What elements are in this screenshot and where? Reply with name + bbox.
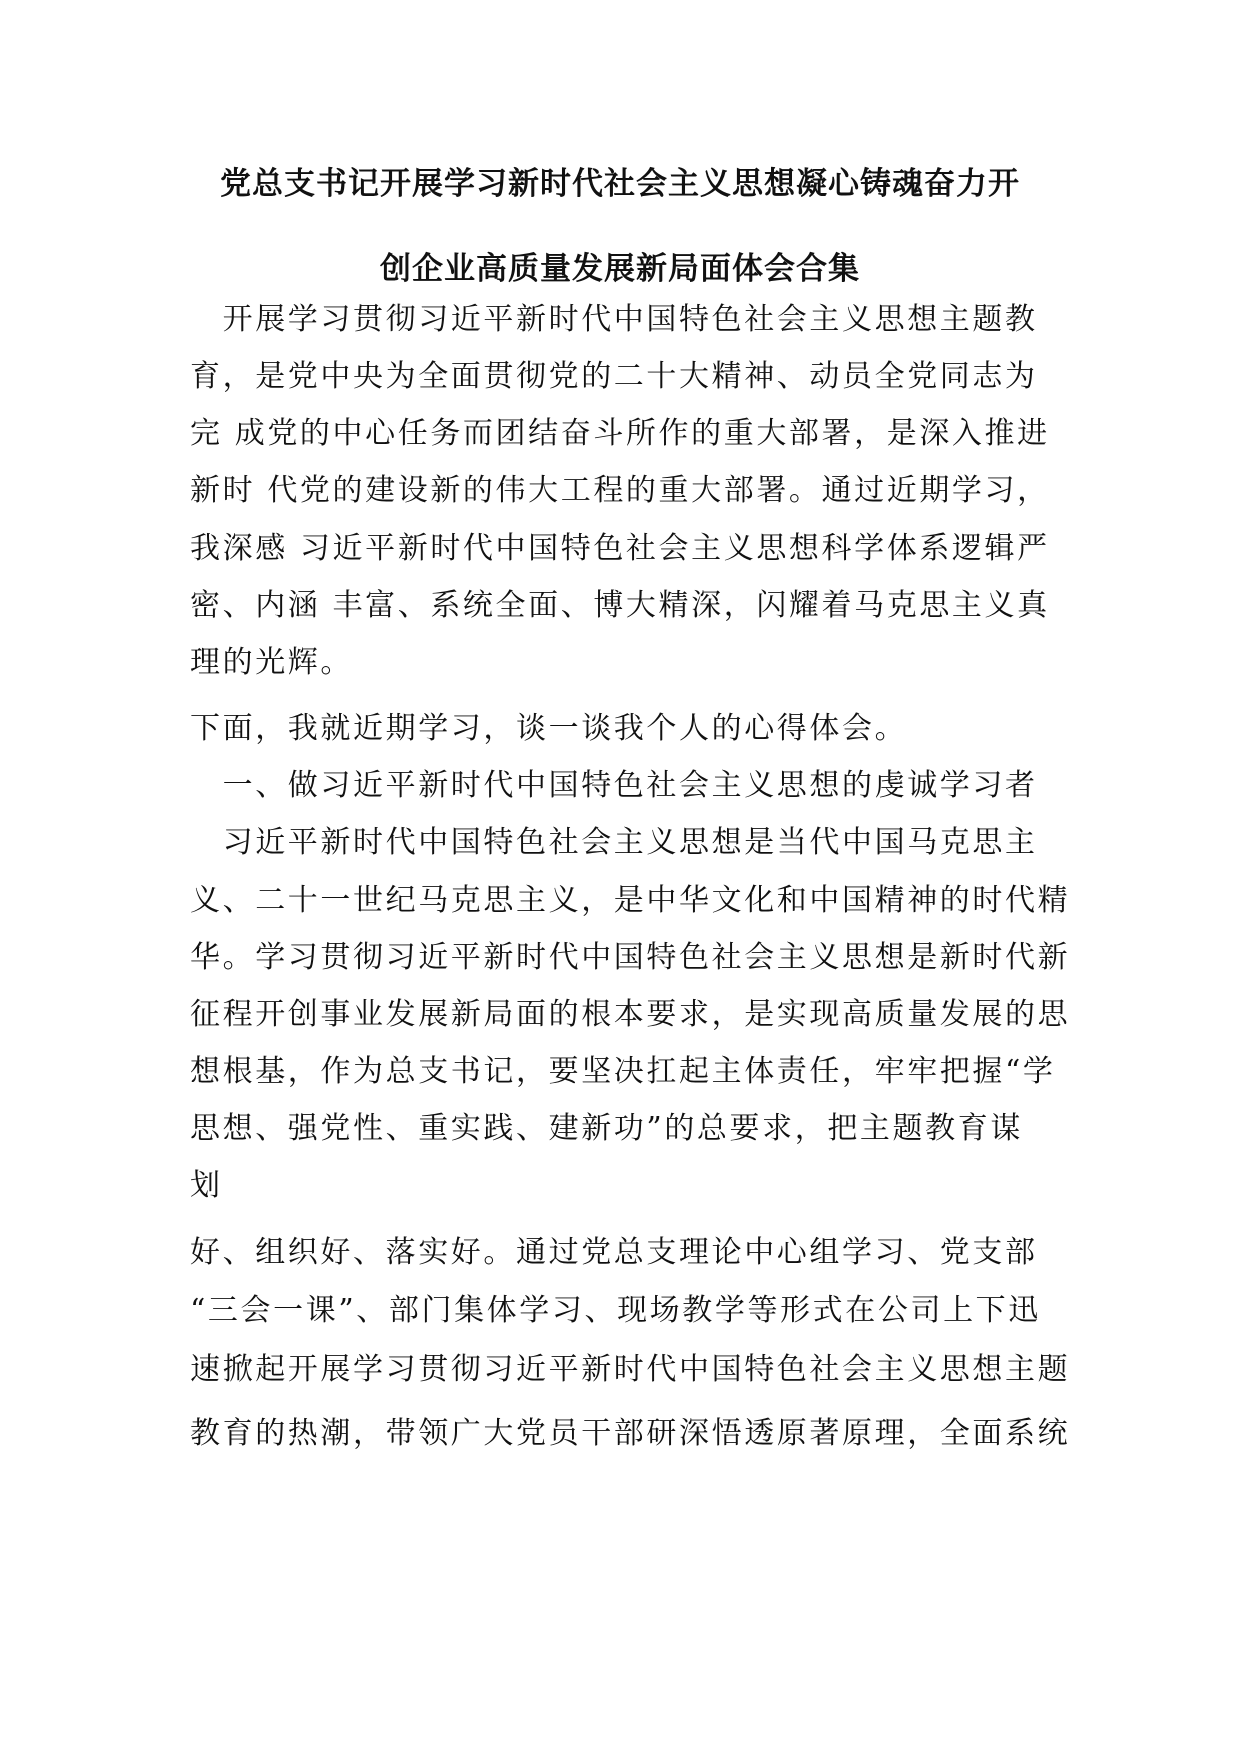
paragraph-line: 新时 代党的建设新的伟大工程的重大部署。通过近期学习， bbox=[190, 473, 1050, 508]
paragraph-line: 理的光辉。 bbox=[190, 645, 353, 680]
document-title-line-1: 党总支书记开展学习新时代社会主义思想凝心铸魂奋力开 bbox=[220, 166, 1020, 202]
paragraph-line: 好、组织好、落实好。通过党总支理论中心组学习、党支部 bbox=[190, 1235, 1038, 1270]
paragraph-line: 划 bbox=[190, 1168, 223, 1203]
paragraph-line: 思想、强党性、重实践、建新功”的总要求，把主题教育谋 bbox=[190, 1111, 1023, 1146]
document-title-line-2: 创企业高质量发展新局面体会合集 bbox=[380, 251, 860, 287]
section-heading: 一、做习近平新时代中国特色社会主义思想的虔诚学习者 bbox=[190, 768, 1038, 803]
paragraph-line: 征程开创事业发展新局面的根本要求，是实现高质量发展的思 bbox=[190, 997, 1071, 1032]
paragraph-line: 我深感 习近平新时代中国特色社会主义思想科学体系逻辑严 bbox=[190, 531, 1050, 566]
paragraph-line: 开展学习贯彻习近平新时代中国特色社会主义思想主题教 bbox=[190, 302, 1038, 337]
paragraph-line: 下面，我就近期学习，谈一谈我个人的心得体会。 bbox=[190, 711, 908, 746]
paragraph-line: 速掀起开展学习贯彻习近平新时代中国特色社会主义思想主题 bbox=[190, 1352, 1071, 1387]
paragraph-line: 想根基，作为总支书记，要坚决扛起主体责任，牢牢把握“学 bbox=[190, 1054, 1056, 1089]
paragraph-line: 完 成党的中心任务而团结奋斗所作的重大部署，是深入推进 bbox=[190, 416, 1050, 451]
paragraph-line: 育，是党中央为全面贯彻党的二十大精神、动员全党同志为 bbox=[190, 359, 1038, 394]
paragraph-line: 华。学习贯彻习近平新时代中国特色社会主义思想是新时代新 bbox=[190, 940, 1071, 975]
paragraph-line: 习近平新时代中国特色社会主义思想是当代中国马克思主 bbox=[190, 825, 1038, 860]
paragraph-line: “三会一课”、部门集体学习、现场教学等形式在公司上下迅 bbox=[190, 1293, 1041, 1328]
paragraph-line: 教育的热潮，带领广大党员干部研深悟透原著原理，全面系统 bbox=[190, 1416, 1071, 1451]
paragraph-line: 义、二十一世纪马克思主义，是中华文化和中国精神的时代精 bbox=[190, 883, 1071, 918]
paragraph-line: 密、内涵 丰富、系统全面、博大精深，闪耀着马克思主义真 bbox=[190, 588, 1050, 623]
